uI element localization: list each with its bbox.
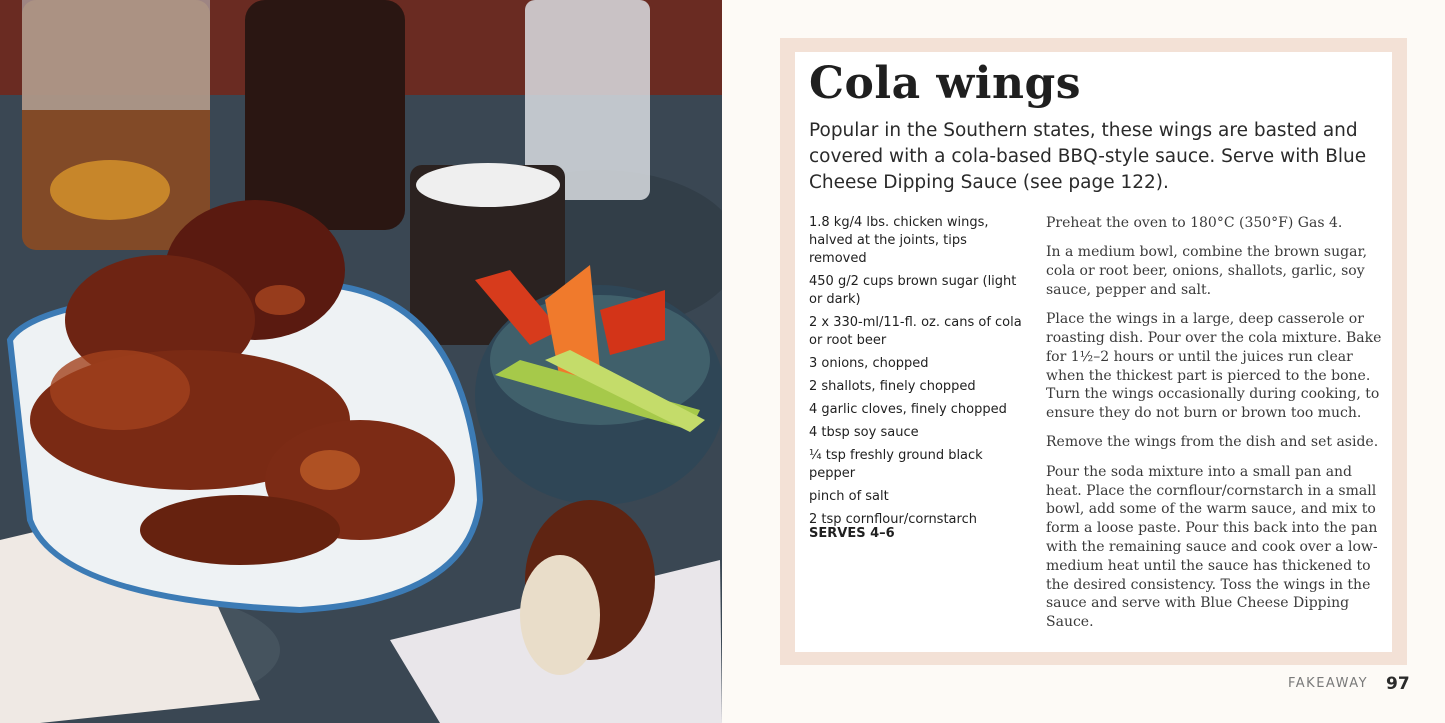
- ingredient-item: 3 onions, chopped: [809, 356, 929, 371]
- recipe-photo: [0, 0, 722, 723]
- section-name: FAKEAWAY: [1288, 676, 1369, 691]
- recipe-page: [722, 0, 1445, 723]
- ingredient-item: pinch of salt: [809, 489, 889, 504]
- ingredients-list: [809, 214, 1024, 534]
- recipe-intro: Popular in the Southern states, these wings are basted and covered with a cola-based BBQ-style sauce. Serve with Blue Cheese Dipping Sauce (see page 122).: [809, 120, 1367, 193]
- method-step: Preheat the oven to 180°C (350°F) Gas 4.: [1046, 215, 1343, 231]
- recipe-card: [795, 52, 1392, 652]
- recipe-card-frame: [780, 38, 1407, 665]
- photo-illustration: [0, 0, 722, 723]
- ingredient-item: ¼ tsp freshly ground black pepper: [809, 448, 983, 481]
- method-step: In a medium bowl, combine the brown sugar, cola or root beer, onions, shallots, garlic, soy sauce, pepper and salt.: [1046, 244, 1368, 298]
- ingredient-item: 2 x 330-ml/11-fl. oz. cans of cola or root beer: [809, 315, 1022, 348]
- ingredient-item: 2 tsp cornflour/cornstarch: [809, 512, 977, 527]
- method-step: Place the wings in a large, deep casserole or roasting dish. Pour over the cola mixture. Bake for 1½–2 hours or until the juices run clear when the thickest part is pierced to the bone. Turn the wings occasionally during cooking, to ensure they do not burn or brown too much.: [1046, 311, 1382, 422]
- recipe-title: Cola wings: [809, 58, 1082, 109]
- ingredient-item: 4 tbsp soy sauce: [809, 425, 919, 440]
- ingredient-item: 450 g/2 cups brown sugar (light or dark): [809, 274, 1017, 307]
- ingredient-item: 2 shallots, finely chopped: [809, 379, 976, 394]
- ingredient-item: 4 garlic cloves, finely chopped: [809, 402, 1007, 417]
- method-steps: [1046, 214, 1382, 642]
- method-step: Pour the soda mixture into a small pan and heat. Place the cornflour/cornstarch in a small bowl, add some of the warm sauce, and mix to form a loose paste. Pour this back into the pan with the remaining sauce and cook over a low-medium heat until the sauce has thickened to the desired consistency. Toss the wings in the sauce and serve with Blue Cheese Dipping Sauce.: [1046, 463, 1378, 631]
- ingredient-item: 1.8 kg/4 lbs. chicken wings, halved at the joints, tips removed: [809, 215, 989, 266]
- page-number: 97: [1386, 674, 1410, 694]
- method-step: Remove the wings from the dish and set aside.: [1046, 434, 1379, 451]
- serves-label: SERVES 4–6: [809, 526, 895, 541]
